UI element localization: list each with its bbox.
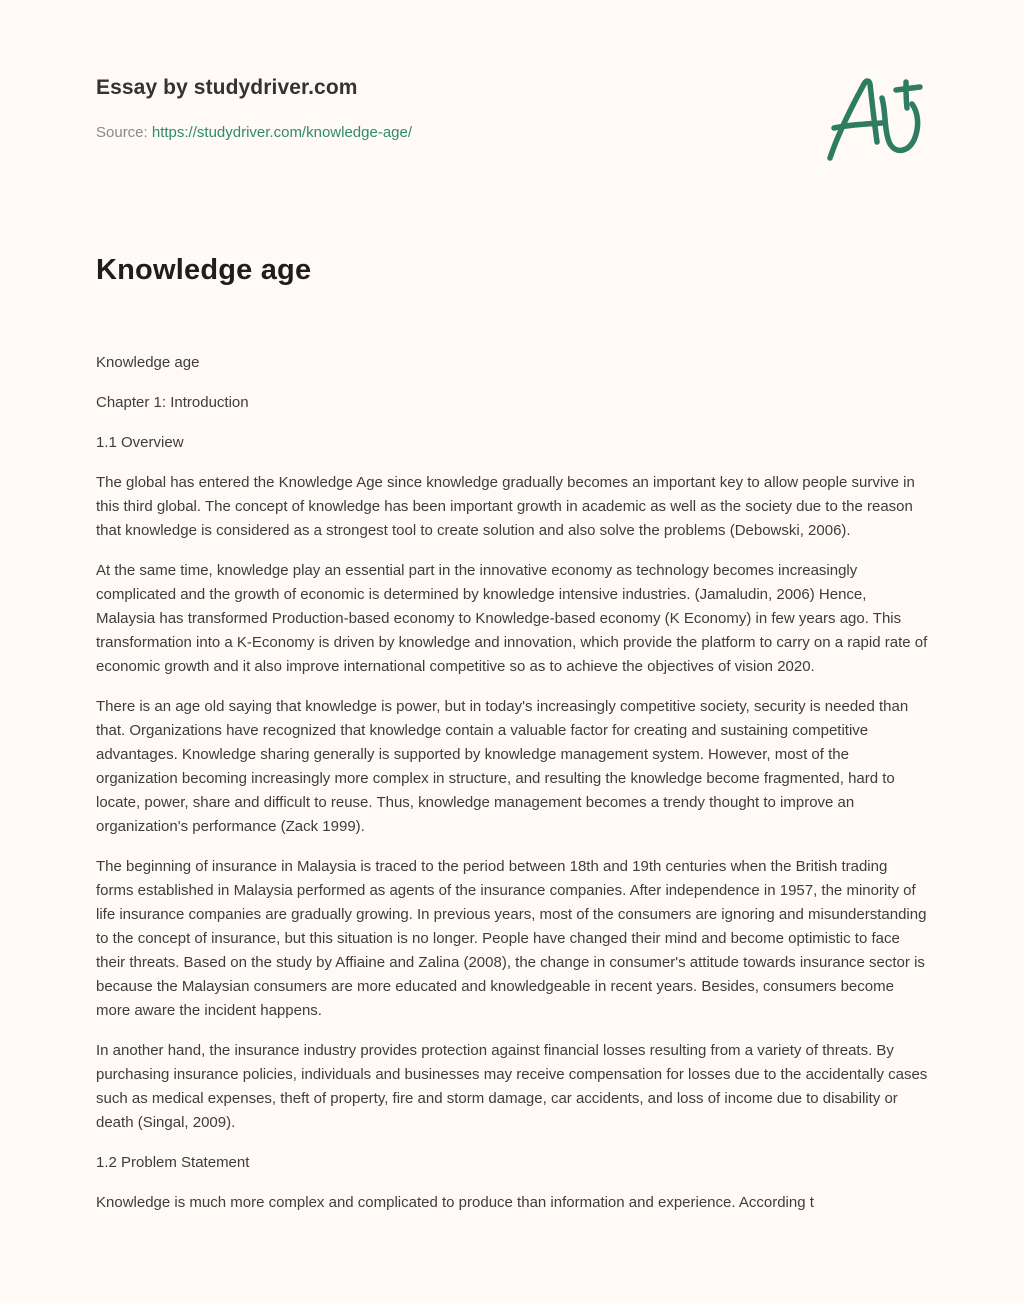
paragraph: In another hand, the insurance industry provides protection against financial losses resulting from a variety of threats. By purchasing insurance policies, individuals and businesses may receive compensation for losses due to the accidentally cases such as medical expenses, theft of property, fire and storm damage, car accidents, and loss of income due to disability or death (Singal, 2009). xyxy=(96,1042,928,1131)
source-link[interactable]: https://studydriver.com/knowledge-age/ xyxy=(151,124,413,141)
source-label: Source: xyxy=(96,124,152,141)
paragraph-doc-heading: Knowledge age xyxy=(96,354,200,371)
essay-page xyxy=(96,0,928,1211)
document-title: Knowledge age xyxy=(96,254,312,286)
document-body xyxy=(96,351,928,1231)
paragraph: There is an age old saying that knowledge is power, but in today's increasingly competitive society, security is needed than that. Organizations have recognized that knowledge contain a valuable factor for creating and sustaining competitive advantages. Knowledge sharing generally is supported by knowledge management system. However, most of the organization becoming increasingly more complex in structure, and resulting the knowledge become fragmented, hard to locate, power, share and difficult to reuse. Thus, knowledge management becomes a trendy thought to improve an organization's performance (Zack 1999). xyxy=(96,698,909,835)
paragraph-section-heading-overview: 1.1 Overview xyxy=(96,434,184,451)
paragraph-truncated: Knowledge is much more complex and complicated to produce than information and experience. According t xyxy=(96,1194,814,1211)
paragraph: The beginning of insurance in Malaysia is traced to the period between 18th and 19th centuries when the British trading forms established in Malaysia performed as agents of the insurance companies. After independence in 1957, the minority of life insurance companies are gradually growing. In previous years, most of the consumers are ignoring and misunderstanding to the concept of insurance, but this situation is no longer. People have changed their mind and become optimistic to face their threats. Based on the study by Affiaine and Zalina (2008), the change in consumer's attitude towards insurance sector is because the Malaysian consumers are more educated and knowledgeable in recent years. Besides, consumers become more aware the incident happens. xyxy=(96,858,927,1019)
brand-title: Essay by studydriver.com xyxy=(96,76,358,99)
paragraph: The global has entered the Knowledge Age since knowledge gradually becomes an important key to allow people survive in this third global. The concept of knowledge has been important growth in academic as well as the society due to the reason that knowledge is considered as a strongest tool to create solution and also solve the problems (Debowski, 2006). xyxy=(96,474,915,539)
paragraph-section-heading-problem: 1.2 Problem Statement xyxy=(96,1154,250,1171)
paragraph-chapter-heading: Chapter 1: Introduction xyxy=(96,394,249,411)
source-line xyxy=(96,124,412,141)
page-header xyxy=(96,0,928,200)
a-plus-icon xyxy=(824,68,924,164)
paragraph: At the same time, knowledge play an essential part in the innovative economy as technology becomes increasingly complicated and the growth of economic is determined by knowledge intensive industries. (Jamaludin, 2006) Hence, Malaysia has transformed Production-based economy to Knowledge-based economy (K Economy) in few years ago. This transformation into a K-Economy is driven by knowledge and innovation, which provide the platform to carry on a rapid rate of economic growth and it also improve international competitive so as to achieve the objectives of vision 2020. xyxy=(96,562,928,675)
